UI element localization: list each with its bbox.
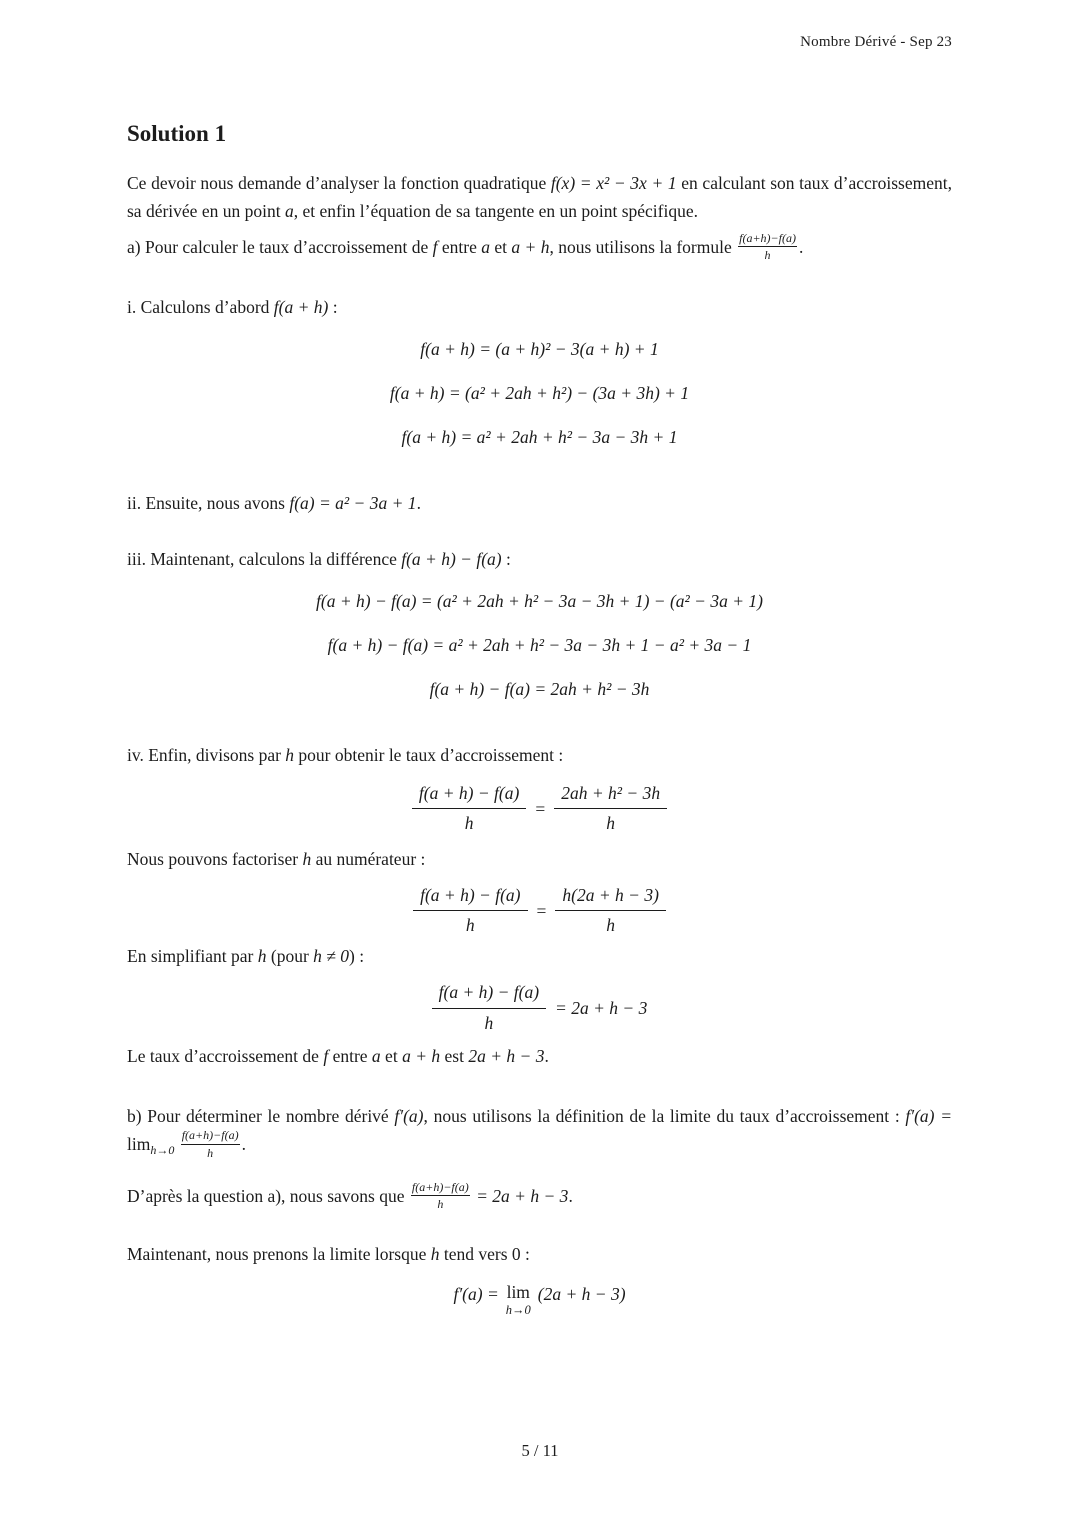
math-segment: h: [430, 1243, 440, 1264]
fraction-numerator: f(a+h)−f(a): [411, 1180, 470, 1196]
equation-rhs: (2a + h − 3): [537, 1283, 626, 1304]
fraction-numerator: 2ah + h² − 3h: [554, 781, 667, 809]
page-header: Nombre Dérivé - Sep 23: [800, 34, 952, 50]
inline-fraction: [181, 1128, 240, 1160]
math-segment: 2a + h − 3: [468, 1046, 545, 1067]
fraction-denominator: h: [764, 248, 771, 263]
math-segment: f: [432, 237, 438, 257]
equation-text: f(a + h) − f(a) = a² + 2ah + h² − 3a − 3h + 1 − a² + 3a − 1: [327, 634, 752, 655]
fraction-denominator: h: [207, 1145, 214, 1160]
text-segment: ii. Ensuite, nous avons: [127, 492, 290, 513]
text-segment: pour obtenir le taux d’accroissement :: [294, 744, 564, 765]
equation-rate-simplified: [127, 980, 952, 1036]
math-segment: a + h: [511, 237, 550, 257]
text-segment: en calculant son taux d’accroissement, sa dérivée en un point: [127, 173, 953, 221]
text-segment: (pour: [266, 946, 314, 967]
math-segment: f: [323, 1046, 329, 1067]
page-number: 5 / 11: [521, 1441, 559, 1460]
text-segment: D’après la question a), nous savons que: [127, 1186, 409, 1206]
from-question-a-paragraph: [127, 1182, 952, 1214]
text-segment: lim: [127, 1134, 151, 1155]
text-segment: Le taux d’accroissement de: [127, 1046, 324, 1067]
math-segment: a: [371, 1046, 381, 1067]
fraction-rhs: [555, 883, 666, 939]
fraction-denominator: h: [484, 1012, 494, 1033]
equals-sign: =: [536, 900, 547, 921]
equation-difference-2: [127, 631, 952, 659]
math-segment: f(a + h) − f(a): [401, 548, 502, 569]
step-iv-label: [127, 741, 952, 769]
math-segment: a: [481, 237, 490, 257]
math-segment: h: [302, 848, 312, 869]
equation-text: f(a + h) − f(a) = (a² + 2ah + h² − 3a − 3h + 1) − (a² − 3a + 1): [316, 590, 763, 611]
fraction-numerator: f(a+h)−f(a): [738, 231, 797, 247]
math-segment: f(x) = x² − 3x + 1: [550, 173, 677, 193]
math-segment: f(a + h): [273, 296, 329, 317]
text-segment: i. Calculons d’abord: [127, 296, 274, 317]
equation-derivative-limit: [127, 1280, 952, 1320]
text-segment: .: [798, 237, 804, 257]
lim-underscript: h→0: [505, 1303, 531, 1318]
equation-difference-1: [127, 587, 952, 615]
equation-expand-2: [127, 379, 952, 407]
fraction-numerator: f(a + h) − f(a): [413, 883, 527, 911]
fraction-lhs: [413, 883, 527, 939]
equation-text: f(a + h) = (a² + 2ah + h²) − (3a + 3h) + 1: [389, 382, 690, 403]
text-segment: , et enfin l’équation de sa tangente en un point spécifique.: [293, 201, 698, 221]
math-segment: f(a) = a² − 3a + 1: [289, 492, 417, 513]
text-segment: au numérateur :: [311, 848, 426, 869]
equation-lhs: f′(a) =: [453, 1283, 499, 1304]
text-segment: est: [440, 1046, 469, 1067]
math-segment: f′(a): [394, 1106, 424, 1127]
equation-text: f(a + h) = a² + 2ah + h² − 3a − 3h + 1: [401, 426, 678, 447]
text-segment: Maintenant, nous prenons la limite lorsque: [127, 1243, 431, 1264]
equation-rate-factored: [127, 883, 952, 939]
step-i-label: [127, 293, 952, 321]
fraction-denominator: h: [437, 1197, 444, 1212]
math-segment: h: [285, 744, 295, 765]
fraction-denominator: h: [606, 915, 616, 935]
equals-sign: =: [535, 798, 546, 819]
inline-fraction: [411, 1180, 470, 1212]
text-segment: .: [568, 1186, 573, 1206]
text-segment: :: [501, 548, 511, 569]
text-segment: :: [328, 296, 338, 317]
factor-note: [127, 845, 952, 873]
equation-rhs: = 2a + h − 3: [555, 998, 648, 1019]
text-segment: [174, 1134, 178, 1154]
step-iii-label: [127, 545, 952, 573]
math-segment: a: [284, 201, 294, 221]
simplify-note: [127, 942, 952, 970]
text-segment: entre: [328, 1046, 372, 1067]
text-segment: En simplifiant par: [127, 946, 258, 967]
equation-expand-3: [127, 423, 952, 451]
text-segment: .: [544, 1046, 549, 1067]
text-segment: , nous utilisons la formule: [549, 237, 737, 257]
text-segment: Nous pouvons factoriser: [127, 848, 303, 869]
solution-title: Solution 1: [127, 121, 227, 146]
math-segment: a + h: [402, 1046, 441, 1067]
equation-expand-1: [127, 335, 952, 363]
text-segment: entre: [437, 237, 482, 257]
part-a-paragraph: [127, 233, 952, 265]
fraction-denominator: h: [464, 813, 474, 834]
text-segment: b) Pour déterminer le nombre dérivé: [127, 1106, 395, 1127]
intro-paragraph: [127, 169, 952, 225]
text-segment: et: [490, 237, 512, 257]
fraction-denominator: h: [606, 813, 616, 834]
text-segment: iii. Maintenant, calculons la différence: [127, 548, 402, 569]
limit-intro-paragraph: [127, 1240, 952, 1268]
fraction-rhs: [554, 781, 667, 837]
lim-word: lim: [506, 1281, 530, 1302]
math-segment: f′(a) =: [905, 1106, 953, 1127]
fraction-numerator: f(a + h) − f(a): [412, 781, 526, 809]
text-segment: et: [380, 1046, 403, 1067]
equation-text: f(a + h) − f(a) = 2ah + h² − 3h: [429, 678, 650, 699]
equation-text: f(a + h) = (a + h)² − 3(a + h) + 1: [420, 338, 659, 359]
math-segment: h ≠ 0: [313, 946, 350, 967]
text-segment: ) :: [349, 946, 365, 967]
fraction-denominator: h: [465, 915, 475, 935]
text-segment: .: [416, 492, 421, 513]
part-b-paragraph: [127, 1102, 952, 1162]
fraction-lhs: [412, 781, 526, 837]
inline-fraction: [738, 231, 797, 263]
fraction-numerator: f(a+h)−f(a): [181, 1128, 240, 1144]
step-ii-paragraph: [127, 489, 952, 517]
conclusion-a-paragraph: [127, 1042, 952, 1070]
fraction-lhs: [432, 980, 546, 1036]
text-segment: .: [241, 1134, 246, 1155]
fraction-numerator: f(a + h) − f(a): [432, 980, 546, 1008]
text-segment: iv. Enfin, divisons par: [127, 744, 286, 765]
math-segment: h: [257, 946, 267, 967]
subscript-segment: h→0: [150, 1143, 175, 1158]
text-segment: Ce devoir nous demande d’analyser la fonction quadratique: [127, 173, 551, 193]
text-segment: , nous utilisons la définition de la limite du taux d’accroissement :: [423, 1106, 906, 1127]
text-segment: tend vers 0 :: [439, 1243, 530, 1264]
equation-difference-3: [127, 675, 952, 703]
equation-rate-division: [127, 781, 952, 837]
limit-operator: [506, 1280, 531, 1320]
fraction-numerator: h(2a + h − 3): [555, 883, 666, 911]
math-segment: = 2a + h − 3: [471, 1186, 569, 1206]
text-segment: a) Pour calculer le taux d’accroissement de: [127, 237, 433, 257]
